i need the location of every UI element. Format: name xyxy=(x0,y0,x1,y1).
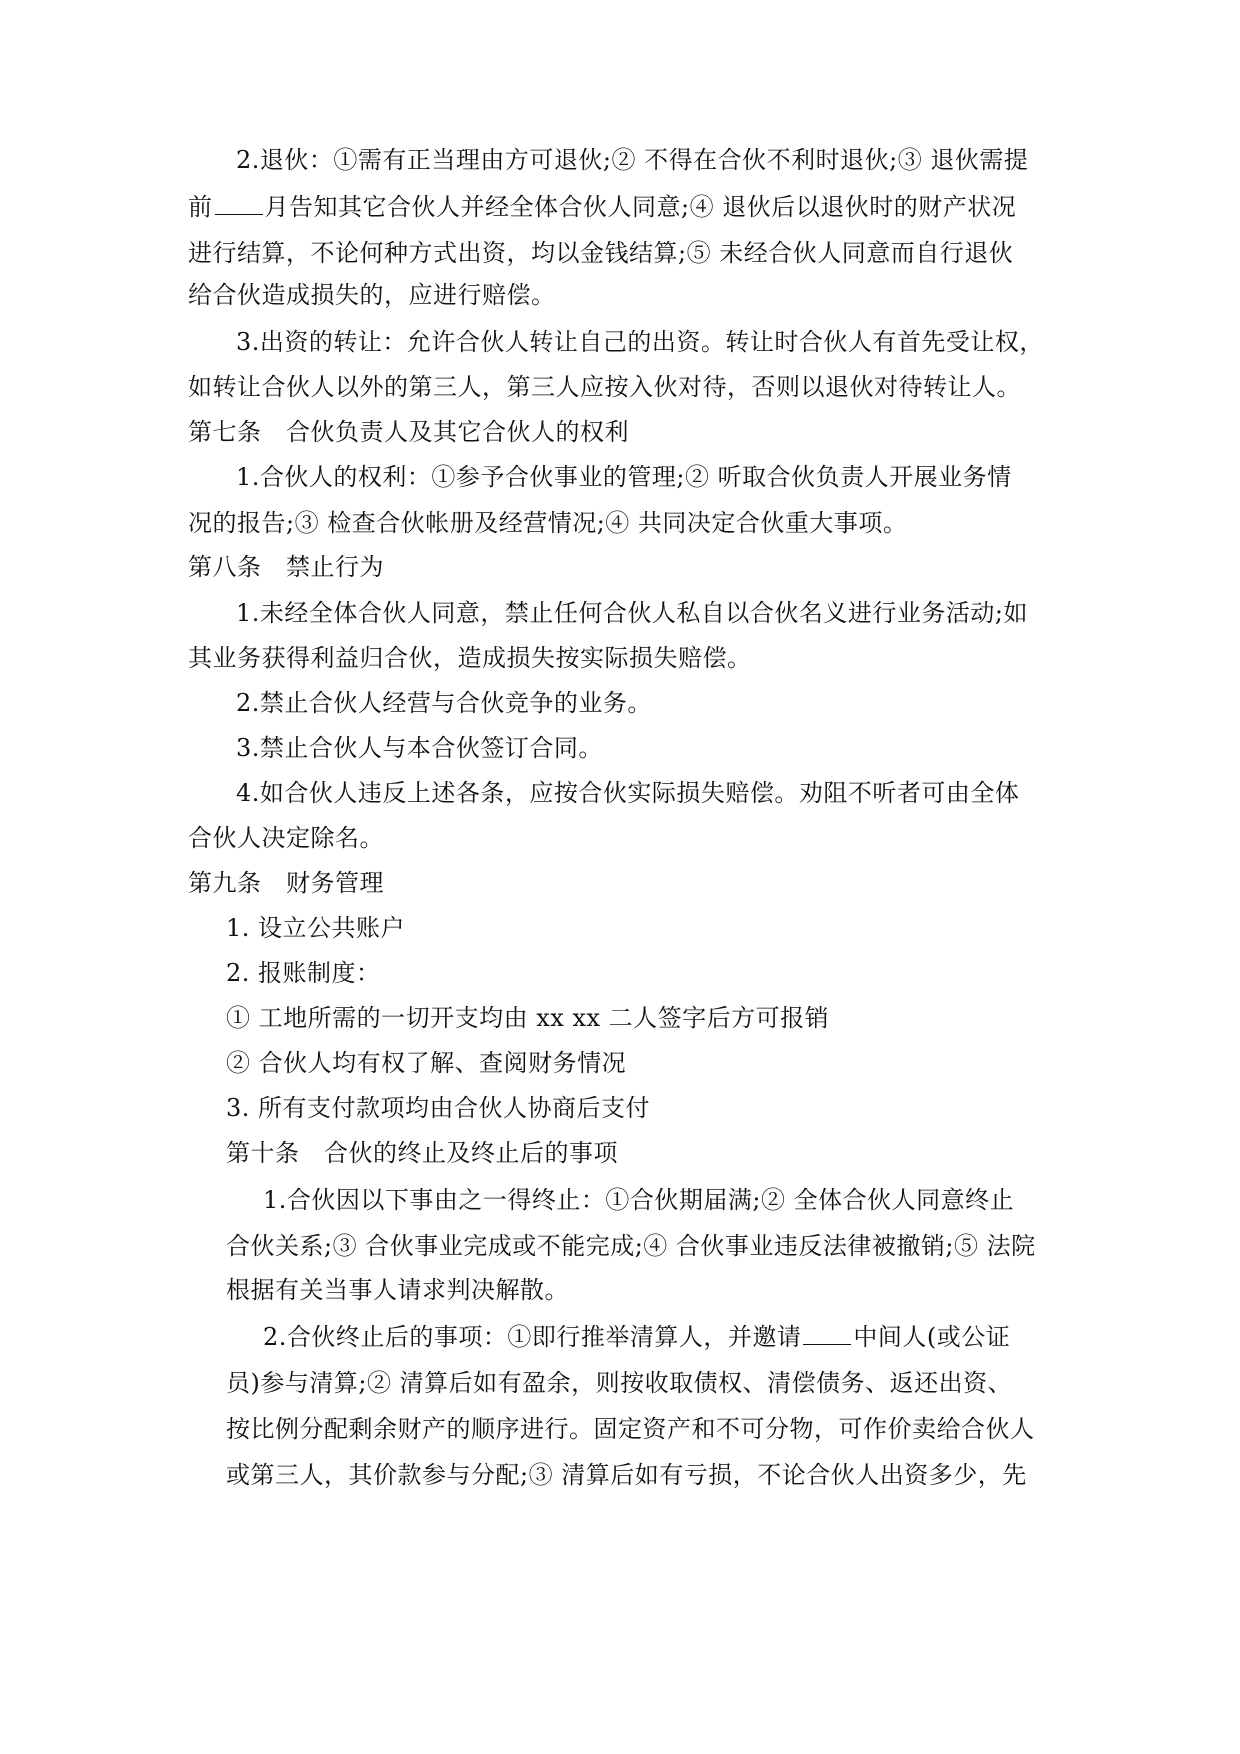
paragraph-line: 1.未经全体合伙人同意，禁止任何合伙人私自以合伙名义进行业务活动;如 xyxy=(236,599,1028,627)
paragraph-line: 况的报告;③ 检查合伙帐册及经营情况;④ 共同决定合伙重大事项。 xyxy=(188,509,908,537)
paragraph-line: 如转让合伙人以外的第三人，第三人应按入伙对待，否则以退伙对待转让人。 xyxy=(188,373,1021,401)
paragraph-line: 2.退伙：①需有正当理由方可退伙;② 不得在合伙不利时退伙;③ 退伙需提 xyxy=(236,146,1029,174)
fill-in-blank xyxy=(215,192,263,215)
list-item: ② 合伙人均有权了解、查阅财务情况 xyxy=(226,1049,627,1077)
paragraph-line: 3.出资的转让：允许合伙人转让自己的出资。转让时合伙人有首先受让权， xyxy=(236,328,1044,356)
paragraph-line: 员)参与清算;② 清算后如有盈余，则按收取债权、清偿债务、返还出资、 xyxy=(226,1369,1013,1397)
list-item: ① 工地所需的一切开支均由 xx xx 二人签字后方可报销 xyxy=(226,1004,830,1032)
line-text: 中间人(或公证 xyxy=(853,1323,1011,1351)
paragraph-line: 2.禁止合伙人经营与合伙竞争的业务。 xyxy=(236,689,652,717)
fill-in-blank xyxy=(803,1322,851,1345)
paragraph-line: 3.禁止合伙人与本合伙签订合同。 xyxy=(236,734,603,762)
section-heading: 第八条 禁止行为 xyxy=(188,553,384,581)
paragraph-line: 4.如合伙人违反上述各条，应按合伙实际损失赔偿。劝阻不听者可由全体 xyxy=(236,779,1020,807)
paragraph-line: 合伙人决定除名。 xyxy=(188,824,384,852)
paragraph-line: 给合伙造成损失的，应进行赔偿。 xyxy=(188,281,556,309)
paragraph-line: 其业务获得利益归合伙，造成损失按实际损失赔偿。 xyxy=(188,644,752,672)
paragraph-line: 或第三人，其价款参与分配;③ 清算后如有亏损，不论合伙人出资多少，先 xyxy=(226,1461,1027,1489)
paragraph-line: 根据有关当事人请求判决解散。 xyxy=(226,1276,569,1304)
paragraph-line: 1.合伙因以下事由之一得终止：①合伙期届满;② 全体合伙人同意终止 xyxy=(263,1186,1015,1214)
list-item: 2. 报账制度： xyxy=(226,959,381,987)
paragraph-line: 按比例分配剩余财产的顺序进行。固定资产和不可分物，可作价卖给合伙人 xyxy=(226,1415,1035,1443)
paragraph-line: 合伙关系;③ 合伙事业完成或不能完成;④ 合伙事业违反法律被撤销;⑤ 法院 xyxy=(226,1232,1036,1260)
list-item: 3. 所有支付款项均由合伙人协商后支付 xyxy=(226,1094,651,1122)
line-text: 2.合伙终止后的事项：①即行推举清算人，并邀请 xyxy=(263,1323,802,1351)
paragraph-line: 1.合伙人的权利：①参予合伙事业的管理;② 听取合伙负责人开展业务情 xyxy=(236,463,1012,491)
paragraph-line xyxy=(188,192,1016,222)
list-item: 1. 设立公共账户 xyxy=(226,914,406,942)
paragraph-line xyxy=(263,1322,1010,1352)
line-text: 月告知其它合伙人并经全体合伙人同意;④ 退伙后以退伙时的财产状况 xyxy=(264,193,1017,221)
paragraph-line: 进行结算，不论何种方式出资，均以金钱结算;⑤ 未经合伙人同意而自行退伙 xyxy=(188,239,1014,267)
section-heading: 第七条 合伙负责人及其它合伙人的权利 xyxy=(188,418,629,446)
section-heading: 第十条 合伙的终止及终止后的事项 xyxy=(226,1139,618,1167)
section-heading: 第九条 财务管理 xyxy=(188,869,384,897)
line-text: 前 xyxy=(188,193,213,221)
